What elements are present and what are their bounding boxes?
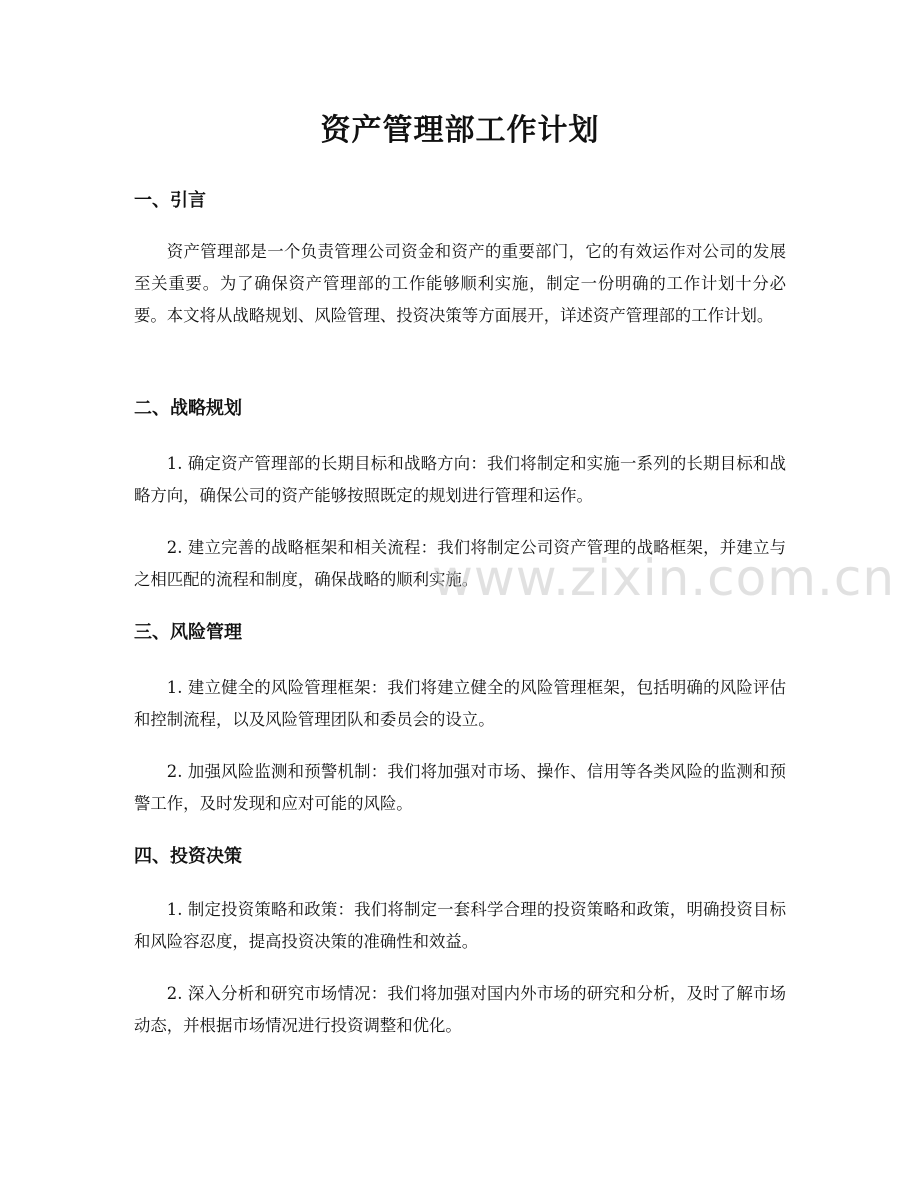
- introduction-paragraph: 资产管理部是一个负责管理公司资金和资产的重要部门，它的有效运作对公司的发展至关重要。为了确保资产管理部的工作能够顺利实施，制定一份明确的工作计划十分必要。本文将从战略规划、风险管理、投资决策等方面展开，详述资产管理部的工作计划。: [134, 242, 786, 325]
- section-heading-introduction: 一、引言: [134, 190, 206, 211]
- strategic-planning-item-1: 1. 确定资产管理部的长期目标和战略方向：我们将制定和实施一系列的长期目标和战略方向，确保公司的资产能够按照既定的规划进行管理和运作。: [134, 454, 786, 505]
- section-heading-risk-management: 三、风险管理: [134, 622, 242, 643]
- section-heading-investment-decision: 四、投资决策: [134, 846, 242, 867]
- risk-management-item-1: 1. 建立健全的风险管理框架：我们将建立健全的风险管理框架，包括明确的风险评估和控制流程，以及风险管理团队和委员会的设立。: [134, 678, 786, 729]
- investment-decision-item-1: 1. 制定投资策略和政策：我们将制定一套科学合理的投资策略和政策，明确投资目标和风险容忍度，提高投资决策的准确性和效益。: [134, 900, 786, 951]
- investment-decision-item-2: 2. 深入分析和研究市场情况：我们将加强对国内外市场的研究和分析，及时了解市场动态，并根据市场情况进行投资调整和优化。: [134, 984, 786, 1035]
- risk-management-item-2: 2. 加强风险监测和预警机制：我们将加强对市场、操作、信用等各类风险的监测和预警工作，及时发现和应对可能的风险。: [134, 762, 786, 813]
- strategic-planning-item-2: 2. 建立完善的战略框架和相关流程：我们将制定公司资产管理的战略框架，并建立与之相匹配的流程和制度，确保战略的顺利实施。: [134, 538, 786, 589]
- watermark-text: www.zixin.com.cn: [432, 549, 896, 607]
- page-title: 资产管理部工作计划: [320, 113, 600, 148]
- section-heading-strategic-planning: 二、战略规划: [134, 398, 242, 419]
